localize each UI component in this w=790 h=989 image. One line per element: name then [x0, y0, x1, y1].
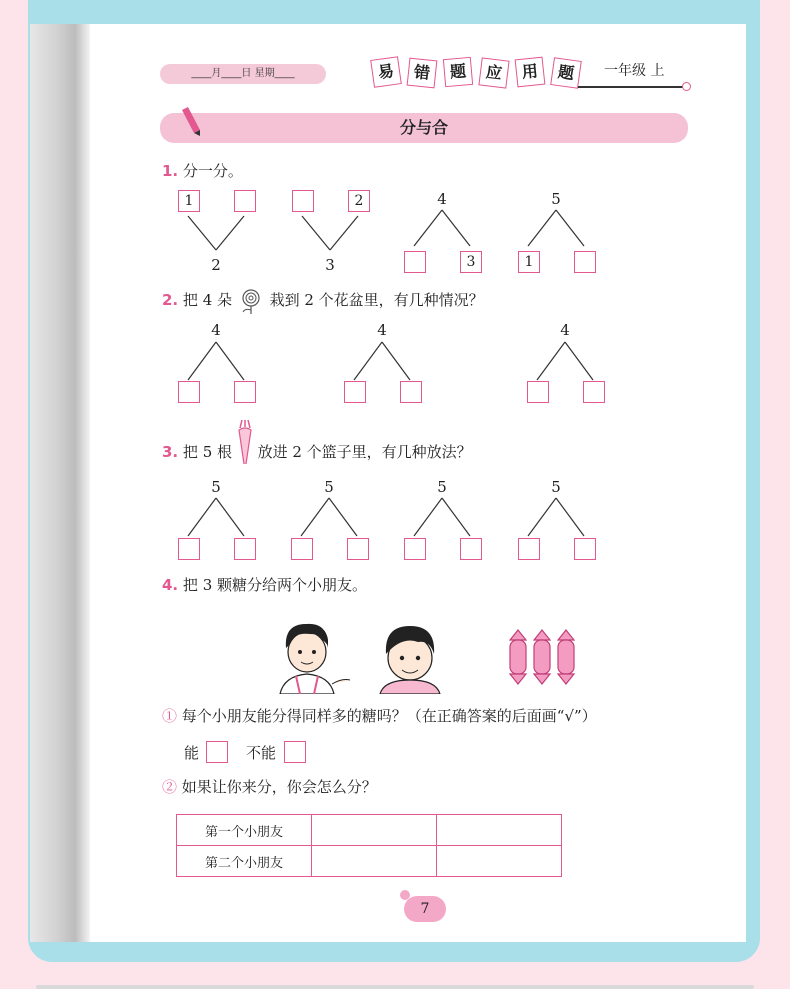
- answer-cell[interactable]: [437, 815, 562, 846]
- carrot-icon: [237, 420, 253, 464]
- answer-box[interactable]: [292, 190, 314, 212]
- question-number: 4.: [162, 576, 179, 594]
- question-text: 把 4 朵: [182, 291, 233, 309]
- answer-box[interactable]: [178, 381, 200, 403]
- bottom-number: 2: [211, 256, 221, 274]
- table-row: [177, 815, 562, 846]
- question-text: 放进 2 个篮子里，有几种放法？: [257, 443, 472, 461]
- top-number: 4: [377, 321, 387, 339]
- answer-box[interactable]: 1: [178, 190, 200, 212]
- workbook-page: [30, 24, 746, 942]
- q3-lines: [150, 494, 630, 544]
- sub-marker: ②: [162, 778, 178, 796]
- title-char: 用: [515, 57, 546, 88]
- answer-box[interactable]: [574, 538, 596, 560]
- answer-box[interactable]: [234, 538, 256, 560]
- section-title: 分与合: [399, 118, 448, 137]
- q2-lines: [150, 338, 630, 388]
- row-label: 第二个小朋友: [177, 846, 312, 877]
- top-number: 5: [437, 478, 447, 496]
- answer-box[interactable]: [400, 381, 422, 403]
- answer-box[interactable]: [234, 190, 256, 212]
- option-yes-label: 能: [184, 744, 200, 762]
- sub-question-2: [162, 776, 377, 797]
- header-underline: [578, 86, 684, 88]
- answer-box[interactable]: [574, 251, 596, 273]
- top-number: 5: [551, 478, 561, 496]
- sub-marker: ①: [162, 707, 178, 725]
- answer-box[interactable]: [518, 538, 540, 560]
- title-char: 题: [550, 57, 582, 89]
- distribution-table: [176, 814, 562, 877]
- answer-box[interactable]: 1: [518, 251, 540, 273]
- date-field: ____月____日 星期____: [160, 64, 326, 84]
- answer-box[interactable]: [234, 381, 256, 403]
- sub-question-text: 每个小朋友能分得同样多的糖吗？（在正确答案的后面画“√”）: [181, 707, 597, 725]
- answer-box[interactable]: 2: [348, 190, 370, 212]
- boy-icon: [380, 626, 440, 694]
- table-row: [177, 846, 562, 877]
- question-2: [162, 288, 484, 314]
- next-page-edge: [36, 985, 754, 989]
- candy-icon: [510, 630, 574, 684]
- title-char: 错: [407, 58, 438, 89]
- question-4: [162, 574, 367, 595]
- option-no-label: 不能: [246, 744, 277, 762]
- answer-box[interactable]: [404, 538, 426, 560]
- answer-box[interactable]: [404, 251, 426, 273]
- question-number: 1.: [162, 162, 179, 180]
- kids-illustration: [270, 618, 600, 694]
- top-number: 5: [324, 478, 334, 496]
- boy-icon: [280, 624, 350, 694]
- grade-label: 一年级 上: [604, 63, 665, 79]
- answer-cell[interactable]: [437, 846, 562, 877]
- answer-box[interactable]: [291, 538, 313, 560]
- option-yes-checkbox[interactable]: [206, 741, 228, 763]
- sub-question-text: 如果让你来分，你会怎么分？: [181, 778, 377, 796]
- answer-box[interactable]: [527, 381, 549, 403]
- question-number: 3.: [162, 443, 179, 461]
- question-number: 2.: [162, 291, 179, 309]
- pencil-icon: [178, 106, 202, 136]
- sub-question-1: [162, 705, 597, 726]
- bottom-number: 3: [325, 256, 335, 274]
- top-number: 5: [551, 190, 561, 208]
- question-1: [162, 160, 243, 181]
- answer-box[interactable]: 3: [460, 251, 482, 273]
- question-text: 把 3 颗糖分给两个小朋友。: [182, 576, 368, 594]
- answer-box[interactable]: [344, 381, 366, 403]
- top-number: 5: [211, 478, 221, 496]
- top-number: 4: [211, 321, 221, 339]
- header-dot: [682, 82, 691, 91]
- answer-box[interactable]: [347, 538, 369, 560]
- question-text: 把 5 根: [182, 443, 233, 461]
- answer-box[interactable]: [583, 381, 605, 403]
- row-label: 第一个小朋友: [177, 815, 312, 846]
- page-number: 7: [404, 896, 446, 922]
- answer-cell[interactable]: [312, 815, 437, 846]
- question-text: 栽到 2 个花盆里，有几种情况？: [269, 291, 484, 309]
- top-number: 4: [560, 321, 570, 339]
- section-banner: [160, 113, 688, 143]
- answer-box[interactable]: [460, 538, 482, 560]
- title-char: 应: [478, 57, 509, 88]
- top-number: 4: [437, 190, 447, 208]
- option-no-checkbox[interactable]: [284, 741, 306, 763]
- flower-icon: [237, 288, 265, 314]
- title-char: 易: [370, 56, 402, 88]
- title-char: 题: [443, 57, 473, 87]
- question-3: [162, 441, 472, 464]
- book-spine-shadow: [30, 24, 90, 942]
- answer-box[interactable]: [178, 538, 200, 560]
- answer-cell[interactable]: [312, 846, 437, 877]
- question-text: 分一分。: [182, 162, 243, 180]
